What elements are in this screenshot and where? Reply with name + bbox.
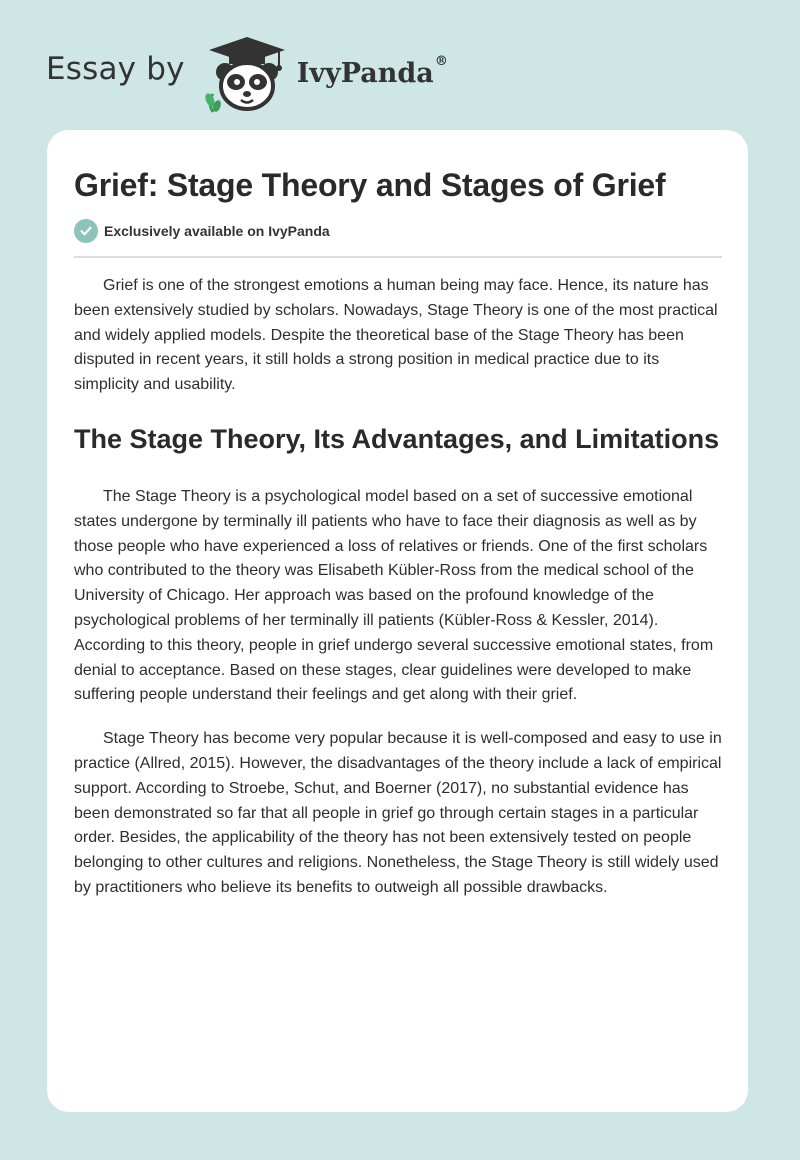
registered-mark: ® (434, 53, 448, 69)
check-circle-icon (74, 219, 98, 243)
exclusive-badge (74, 218, 722, 244)
site-header (46, 34, 448, 114)
article-title: Grief: Stage Theory and Stages of Grief (74, 167, 666, 203)
brand-name[interactable] (296, 53, 448, 89)
article-card (47, 130, 748, 1112)
brand-name-text: IvyPanda (296, 57, 434, 89)
body-paragraph: The Stage Theory is a psychological model based on a set of successive emotional states undergone by terminally ill patients who have to face their diagnosis as well as by those people who have experienced a loss of relatives or friends. One of the first scholars who contributed to the theory was Elisabeth Kübler-Ross from the medical school of the University of Chicago. Her approach was based on the profound knowledge of the psychological problems of her terminally ill patients (Kübler-Ross & Kessler, 2014). According to this theory, people in grief undergo several successive emotional states, from denial to acceptance. Based on these stages, clear guidelines were developed to make suffering people understand their feelings and get along with their grief. (74, 487, 714, 704)
exclusive-badge-label: Exclusively available on IvyPanda (104, 223, 330, 239)
body-paragraph: Stage Theory has become very popular because it is well-composed and easy to use in practice (Allred, 2015). However, the disadvantages of the theory include a lack of empirical support. According to Stroebe, Schut, and Boerner (2017), no substantial evidence has been demonstrated so far that all people in grief go through certain stages in a particular order. Besides, the applicability of the theory has not been extensively tested on people belonging to other cultures and religions. Nonetheless, the Stage Theory is still widely used by practitioners who believe its benefits to outweigh all possible drawbacks. (74, 730, 722, 896)
section-heading: The Stage Theory, Its Advantages, and Limitations (74, 423, 720, 454)
title-divider (74, 256, 722, 258)
panda-graduate-logo-icon[interactable] (203, 34, 291, 114)
essay-by-label: Essay by (46, 51, 185, 87)
intro-paragraph: Grief is one of the strongest emotions a human being may face. Hence, its nature has been extensively studied by scholars. Nowadays, Stage Theory is one of the most practical and widely applied models. Despite the theoretical base of the Stage Theory has been disputed in recent years, it still holds a strong position in medical practice due to its simplicity and usability. (74, 277, 718, 394)
